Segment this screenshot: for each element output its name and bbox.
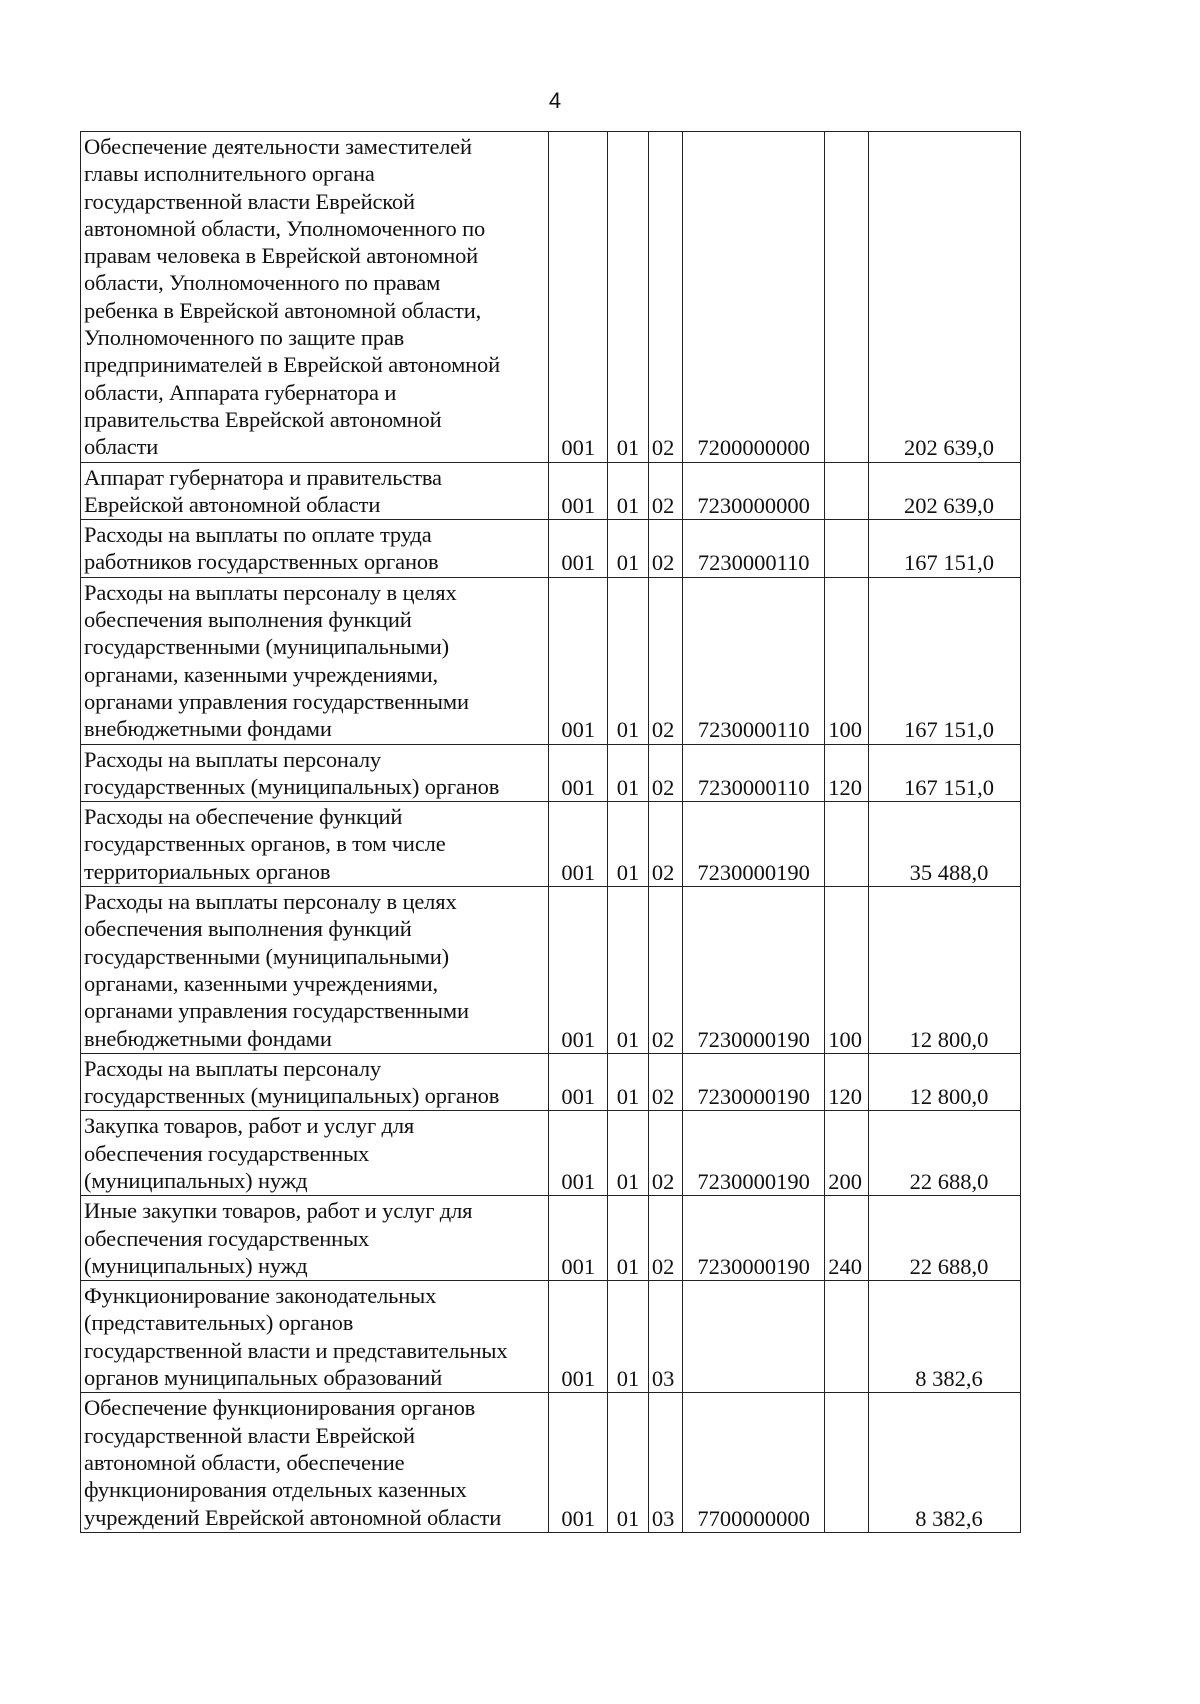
table-row — [81, 1053, 1021, 1111]
cell-sum: 22 688,0 — [869, 1111, 1021, 1196]
cell-name-line: государственных (муниципальных) органов — [84, 1083, 500, 1109]
cell-rz: 01 — [608, 1393, 649, 1532]
cell-csr: 7230000190 — [683, 1196, 825, 1281]
cell-csr: 7230000110 — [683, 744, 825, 802]
cell-name-line: территориальных органов — [84, 858, 331, 884]
cell-name-line: органами управления государственными — [84, 688, 469, 714]
cell-csr: 7700000000 — [683, 1393, 825, 1532]
cell-pr: 02 — [648, 887, 682, 1054]
cell-name-line: Еврейской автономной области — [84, 491, 381, 517]
cell-name — [81, 1393, 549, 1532]
cell-ved: 001 — [549, 132, 608, 463]
table-row — [81, 577, 1021, 744]
cell-csr: 7200000000 — [683, 132, 825, 463]
cell-csr: 7230000190 — [683, 802, 825, 887]
cell-ved: 001 — [549, 1111, 608, 1196]
cell-name-line: органами управления государственными — [84, 998, 469, 1024]
cell-pr: 02 — [648, 1053, 682, 1111]
cell-ved: 001 — [549, 520, 608, 578]
cell-vr — [825, 132, 869, 463]
cell-name-line: органов муниципальных образований — [84, 1365, 443, 1391]
cell-sum: 12 800,0 — [869, 1053, 1021, 1111]
cell-name-line: внебюджетными фондами — [84, 716, 332, 742]
cell-name-line: обеспечения выполнения функций — [84, 607, 412, 633]
cell-vr — [825, 520, 869, 578]
cell-name-line: Расходы на выплаты по оплате труда — [84, 522, 432, 548]
cell-ved: 001 — [549, 1196, 608, 1281]
cell-vr — [825, 1393, 869, 1532]
cell-name-line: Функционирование законодательных — [84, 1283, 437, 1309]
cell-name-line: Расходы на выплаты персоналу в целях — [84, 889, 457, 915]
cell-vr — [825, 462, 869, 520]
cell-name-line: Иные закупки товаров, работ и услуг для — [84, 1198, 473, 1224]
cell-name-line: органами, казенными учреждениями, — [84, 970, 438, 996]
cell-sum: 202 639,0 — [869, 132, 1021, 463]
cell-name-line: обеспечения государственных — [84, 1140, 370, 1166]
cell-ved: 001 — [549, 802, 608, 887]
cell-rz: 01 — [608, 520, 649, 578]
cell-sum: 167 151,0 — [869, 577, 1021, 744]
cell-sum: 22 688,0 — [869, 1196, 1021, 1281]
cell-pr: 02 — [648, 744, 682, 802]
cell-name-line: государственной власти Еврейской — [84, 1422, 415, 1448]
cell-csr: 7230000190 — [683, 887, 825, 1054]
cell-pr: 02 — [648, 520, 682, 578]
cell-name-line: главы исполнительного органа — [84, 161, 375, 187]
cell-pr: 02 — [648, 1196, 682, 1281]
table-row — [81, 1281, 1021, 1393]
cell-ved: 001 — [549, 744, 608, 802]
cell-rz: 01 — [608, 887, 649, 1054]
cell-name-line: работников государственных органов — [84, 549, 439, 575]
table-row — [81, 462, 1021, 520]
cell-rz: 01 — [608, 1281, 649, 1393]
table-row — [81, 744, 1021, 802]
cell-name-line: ребенка в Еврейской автономной области, — [84, 297, 482, 323]
cell-ved: 001 — [549, 462, 608, 520]
cell-name-line: функционирования отдельных казенных — [84, 1477, 467, 1503]
cell-vr — [825, 802, 869, 887]
cell-pr: 03 — [648, 1281, 682, 1393]
cell-name — [81, 744, 549, 802]
cell-csr: 7230000110 — [683, 520, 825, 578]
cell-name-line: правам человека в Еврейской автономной — [84, 243, 479, 269]
budget-table-body — [81, 132, 1021, 1533]
cell-name — [81, 577, 549, 744]
cell-name-line: государственных (муниципальных) органов — [84, 773, 500, 799]
cell-sum: 35 488,0 — [869, 802, 1021, 887]
cell-name-line: государственной власти Еврейской — [84, 188, 415, 214]
cell-name — [81, 132, 549, 463]
cell-pr: 02 — [648, 132, 682, 463]
cell-sum: 8 382,6 — [869, 1393, 1021, 1532]
cell-csr: 7230000190 — [683, 1053, 825, 1111]
cell-name-line: (муниципальных) нужд — [84, 1167, 308, 1193]
cell-name-line: правительства Еврейской автономной — [84, 406, 442, 432]
cell-csr: 7230000190 — [683, 1111, 825, 1196]
cell-name-line: Аппарат губернатора и правительства — [84, 464, 442, 490]
cell-name — [81, 1053, 549, 1111]
cell-rz: 01 — [608, 802, 649, 887]
cell-vr: 100 — [825, 577, 869, 744]
cell-name-line: Закупка товаров, работ и услуг для — [84, 1113, 415, 1139]
cell-sum: 167 151,0 — [869, 520, 1021, 578]
page-number: 4 — [548, 88, 562, 113]
cell-name-line: Уполномоченного по защите прав — [84, 325, 405, 351]
cell-name-line: предпринимателей в Еврейской автономной — [84, 352, 501, 378]
cell-name-line: государственных органов, в том числе — [84, 831, 446, 857]
cell-name-line: Расходы на выплаты персоналу в целях — [84, 579, 457, 605]
cell-vr: 240 — [825, 1196, 869, 1281]
cell-sum: 8 382,6 — [869, 1281, 1021, 1393]
cell-name-line: обеспечения государственных — [84, 1225, 370, 1251]
table-row — [81, 887, 1021, 1054]
table-row — [81, 1111, 1021, 1196]
cell-name-line: (муниципальных) нужд — [84, 1252, 308, 1278]
cell-pr: 02 — [648, 462, 682, 520]
cell-rz: 01 — [608, 744, 649, 802]
cell-pr: 02 — [648, 1111, 682, 1196]
cell-pr: 02 — [648, 802, 682, 887]
cell-name — [81, 462, 549, 520]
cell-rz: 01 — [608, 577, 649, 744]
table-row — [81, 802, 1021, 887]
cell-name-line: Обеспечение функционирования органов — [84, 1395, 476, 1421]
cell-name-line: области, Уполномоченного по правам — [84, 270, 441, 296]
cell-name-line: области, Аппарата губернатора и — [84, 379, 397, 405]
cell-rz: 01 — [608, 462, 649, 520]
table-row — [81, 1393, 1021, 1532]
cell-vr: 120 — [825, 1053, 869, 1111]
cell-name-line: внебюджетными фондами — [84, 1025, 332, 1051]
cell-csr: 7230000110 — [683, 577, 825, 744]
cell-name-line: государственной власти и представительных — [84, 1337, 508, 1363]
cell-name-line: государственными (муниципальными) — [84, 634, 449, 660]
budget-table — [80, 131, 1021, 1533]
cell-ved: 001 — [549, 1053, 608, 1111]
cell-name-line: (представительных) органов — [84, 1310, 354, 1336]
cell-name — [81, 1111, 549, 1196]
cell-ved: 001 — [549, 1393, 608, 1532]
cell-name — [81, 802, 549, 887]
cell-name-line: Расходы на выплаты персоналу — [84, 746, 382, 772]
cell-rz: 01 — [608, 1196, 649, 1281]
cell-name — [81, 1196, 549, 1281]
cell-name-line: Расходы на обеспечение функций — [84, 804, 403, 830]
cell-name-line: автономной области, обеспечение — [84, 1449, 405, 1475]
cell-name — [81, 520, 549, 578]
cell-vr: 100 — [825, 887, 869, 1054]
cell-ved: 001 — [549, 1281, 608, 1393]
cell-name-line: учреждений Еврейской автономной области — [84, 1504, 502, 1530]
cell-rz: 01 — [608, 1111, 649, 1196]
cell-sum: 202 639,0 — [869, 462, 1021, 520]
cell-rz: 01 — [608, 1053, 649, 1111]
cell-ved: 001 — [549, 887, 608, 1054]
cell-name-line: обеспечения выполнения функций — [84, 916, 412, 942]
cell-name-line: государственными (муниципальными) — [84, 943, 449, 969]
cell-csr: 7230000000 — [683, 462, 825, 520]
cell-csr — [683, 1281, 825, 1393]
cell-name — [81, 887, 549, 1054]
cell-sum: 167 151,0 — [869, 744, 1021, 802]
table-row — [81, 132, 1021, 463]
cell-name-line: Обеспечение деятельности заместителей — [84, 134, 472, 159]
cell-vr: 120 — [825, 744, 869, 802]
cell-ved: 001 — [549, 577, 608, 744]
table-row — [81, 1196, 1021, 1281]
cell-vr: 200 — [825, 1111, 869, 1196]
cell-sum: 12 800,0 — [869, 887, 1021, 1054]
cell-pr: 03 — [648, 1393, 682, 1532]
cell-vr — [825, 1281, 869, 1393]
cell-name-line: области — [84, 434, 159, 460]
cell-name-line: автономной области, Уполномоченного по — [84, 215, 486, 241]
cell-rz: 01 — [608, 132, 649, 463]
cell-name-line: органами, казенными учреждениями, — [84, 661, 438, 687]
cell-name — [81, 1281, 549, 1393]
cell-name-line: Расходы на выплаты персоналу — [84, 1055, 382, 1081]
cell-pr: 02 — [648, 577, 682, 744]
table-row — [81, 520, 1021, 578]
